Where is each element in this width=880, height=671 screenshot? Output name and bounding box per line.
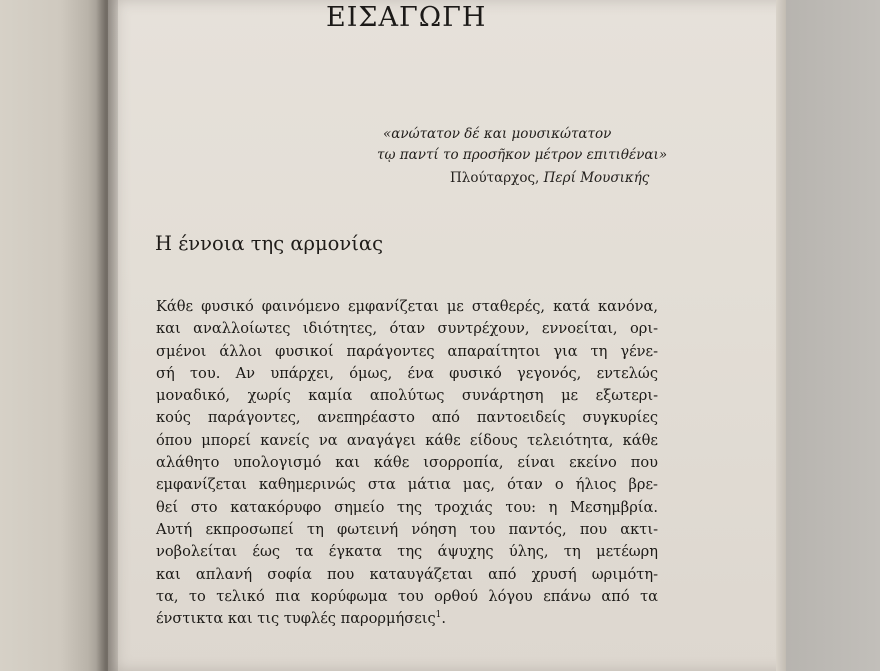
left-page-edge xyxy=(0,0,110,671)
paragraph-line: Κάθε φυσικό φαινόμενο εμφανίζεται με σταθερές, κατά κανόνα, xyxy=(156,298,658,315)
paragraph-line: κούς παράγοντες, ανεπηρέαστο από παντοειδείς συγκυρίες xyxy=(156,409,658,427)
paragraph-line: αλάθητο υπολογισμό και κάθε ισορροπία, είναι εκείνο που xyxy=(156,454,658,472)
paragraph-line: νοβολείται έως τα έγκατα της άψυχης ύλης, τη μετέωρη xyxy=(156,543,658,561)
epigraph-line-1: «ανώτατον δέ και μουσικώτατον xyxy=(383,126,612,142)
epigraph-work: Περί Μουσικής xyxy=(543,170,650,186)
final-period: . xyxy=(441,610,447,628)
epigraph-author: Πλούταρχος, xyxy=(450,170,540,186)
desk-background xyxy=(786,0,880,671)
section-heading: Η έννοια της αρμονίας xyxy=(155,232,383,255)
paragraph-line: και απλανή σοφία που καταυγάζεται από χρυσή ωριμότη- xyxy=(156,565,658,583)
paragraph-line: τα, το τελικό πια κορύφωμα του ορθού λόγου επάνω από τα xyxy=(156,587,658,605)
paragraph-line: σή του. Αν υπάρχει, όμως, ένα φυσικό γεγονός, εντελώς xyxy=(156,364,658,382)
paragraph-line: εμφανίζεται καθημερινώς στα μάτια μας, όταν ο ήλιος βρε- xyxy=(156,476,658,494)
paragraph-line: όπου μπορεί κανείς να αναγάγει κάθε είδους τελειότητα, κάθε xyxy=(156,431,658,449)
book-page xyxy=(108,0,784,671)
chapter-title: ΕΙΣΑΓΩΓΗ xyxy=(326,2,487,33)
paragraph-line: και αναλλοίωτες ιδιότητες, όταν συντρέχουν, εννοείται, ορι- xyxy=(156,320,658,338)
paragraph-line-text: ένστικτα και τις τυφλές παρορμήσεις xyxy=(156,610,436,628)
paragraph-line: σμένοι άλλοι φυσικοί παράγοντες απαραίτητοι για τη γένε- xyxy=(156,342,658,360)
paragraph-line: μοναδικό, χωρίς καμία απολύτως συνάρτηση με εξωτερι- xyxy=(156,387,658,405)
epigraph-attribution xyxy=(450,170,649,186)
body-paragraph xyxy=(156,296,658,630)
gutter-shadow xyxy=(96,0,118,671)
epigraph-line-2: τῳ παντί το προσῆκον μέτρον επιτιθέναι» xyxy=(377,147,668,163)
footnote-marker: 1 xyxy=(435,610,442,621)
paragraph-last-line xyxy=(156,608,658,630)
right-page-edge xyxy=(776,0,786,671)
epigraph xyxy=(377,124,668,166)
paragraph-line: θεί στο κατακόρυφο σημείο της τροχιάς του: η Μεσημβρία. xyxy=(156,498,658,516)
paragraph-line: Αυτή εκπροσωπεί τη φωτεινή νόηση του παντός, που ακτι- xyxy=(156,520,658,538)
